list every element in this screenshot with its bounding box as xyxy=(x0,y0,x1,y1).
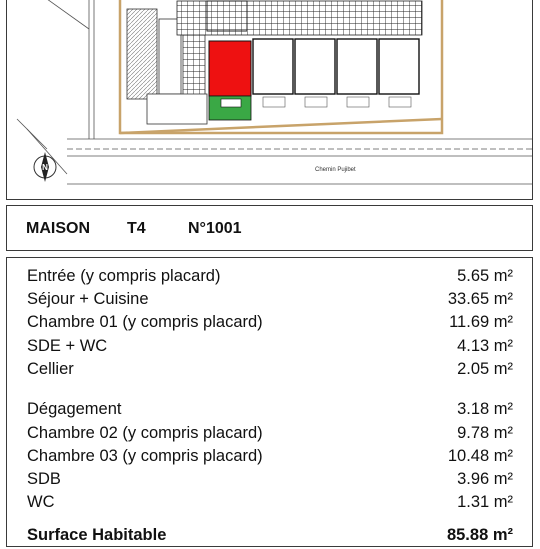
house-row xyxy=(253,39,419,94)
room-area: 1.31 m² xyxy=(457,493,513,511)
room-area: 2.05 m² xyxy=(457,360,513,378)
room-area: 4.13 m² xyxy=(457,337,513,355)
table-row xyxy=(27,424,513,447)
table-row xyxy=(27,267,513,290)
room-label: Chambre 03 (y compris placard) xyxy=(27,447,263,465)
table-row xyxy=(27,493,513,516)
total-area: 85.88 m² xyxy=(446,526,513,544)
house-gardens xyxy=(263,97,411,107)
table-row xyxy=(27,447,513,470)
room-area: 9.78 m² xyxy=(457,424,513,442)
svg-text:N: N xyxy=(42,163,48,172)
room-label: Cellier xyxy=(27,360,74,378)
total-label: Surface Habitable xyxy=(27,526,167,544)
room-area: 10.48 m² xyxy=(447,447,513,465)
unit-title-panel xyxy=(6,205,533,251)
total-row xyxy=(27,526,513,549)
room-area: 33.65 m² xyxy=(447,290,513,308)
north-arrow-icon xyxy=(34,152,56,182)
room-label: SDE + WC xyxy=(27,337,108,355)
table-row xyxy=(27,313,513,336)
table-row xyxy=(27,337,513,360)
room-area: 3.96 m² xyxy=(457,470,513,488)
room-label: Dégagement xyxy=(27,400,122,418)
unit-type: MAISON xyxy=(26,220,90,237)
room-label: Chambre 01 (y compris placard) xyxy=(27,313,263,331)
room-label: Entrée (y compris placard) xyxy=(27,267,221,285)
surface-table xyxy=(6,257,533,547)
highlighted-house-1001 xyxy=(209,41,251,96)
unit-number: N°1001 xyxy=(188,220,242,237)
unit-typology: T4 xyxy=(127,220,146,237)
table-row xyxy=(27,400,513,423)
street-label: Chemin Pujibet xyxy=(315,167,356,173)
room-area: 5.65 m² xyxy=(457,267,513,285)
table-row xyxy=(27,360,513,383)
room-label: WC xyxy=(27,493,55,511)
table-row xyxy=(27,470,513,493)
site-plan-panel xyxy=(6,0,533,200)
room-label: SDB xyxy=(27,470,61,488)
room-area: 3.18 m² xyxy=(457,400,513,418)
room-label: Chambre 02 (y compris placard) xyxy=(27,424,263,442)
table-row xyxy=(27,290,513,313)
room-label: Séjour + Cuisine xyxy=(27,290,149,308)
site-plan-drawing xyxy=(7,0,533,200)
room-area: 11.69 m² xyxy=(449,313,513,331)
